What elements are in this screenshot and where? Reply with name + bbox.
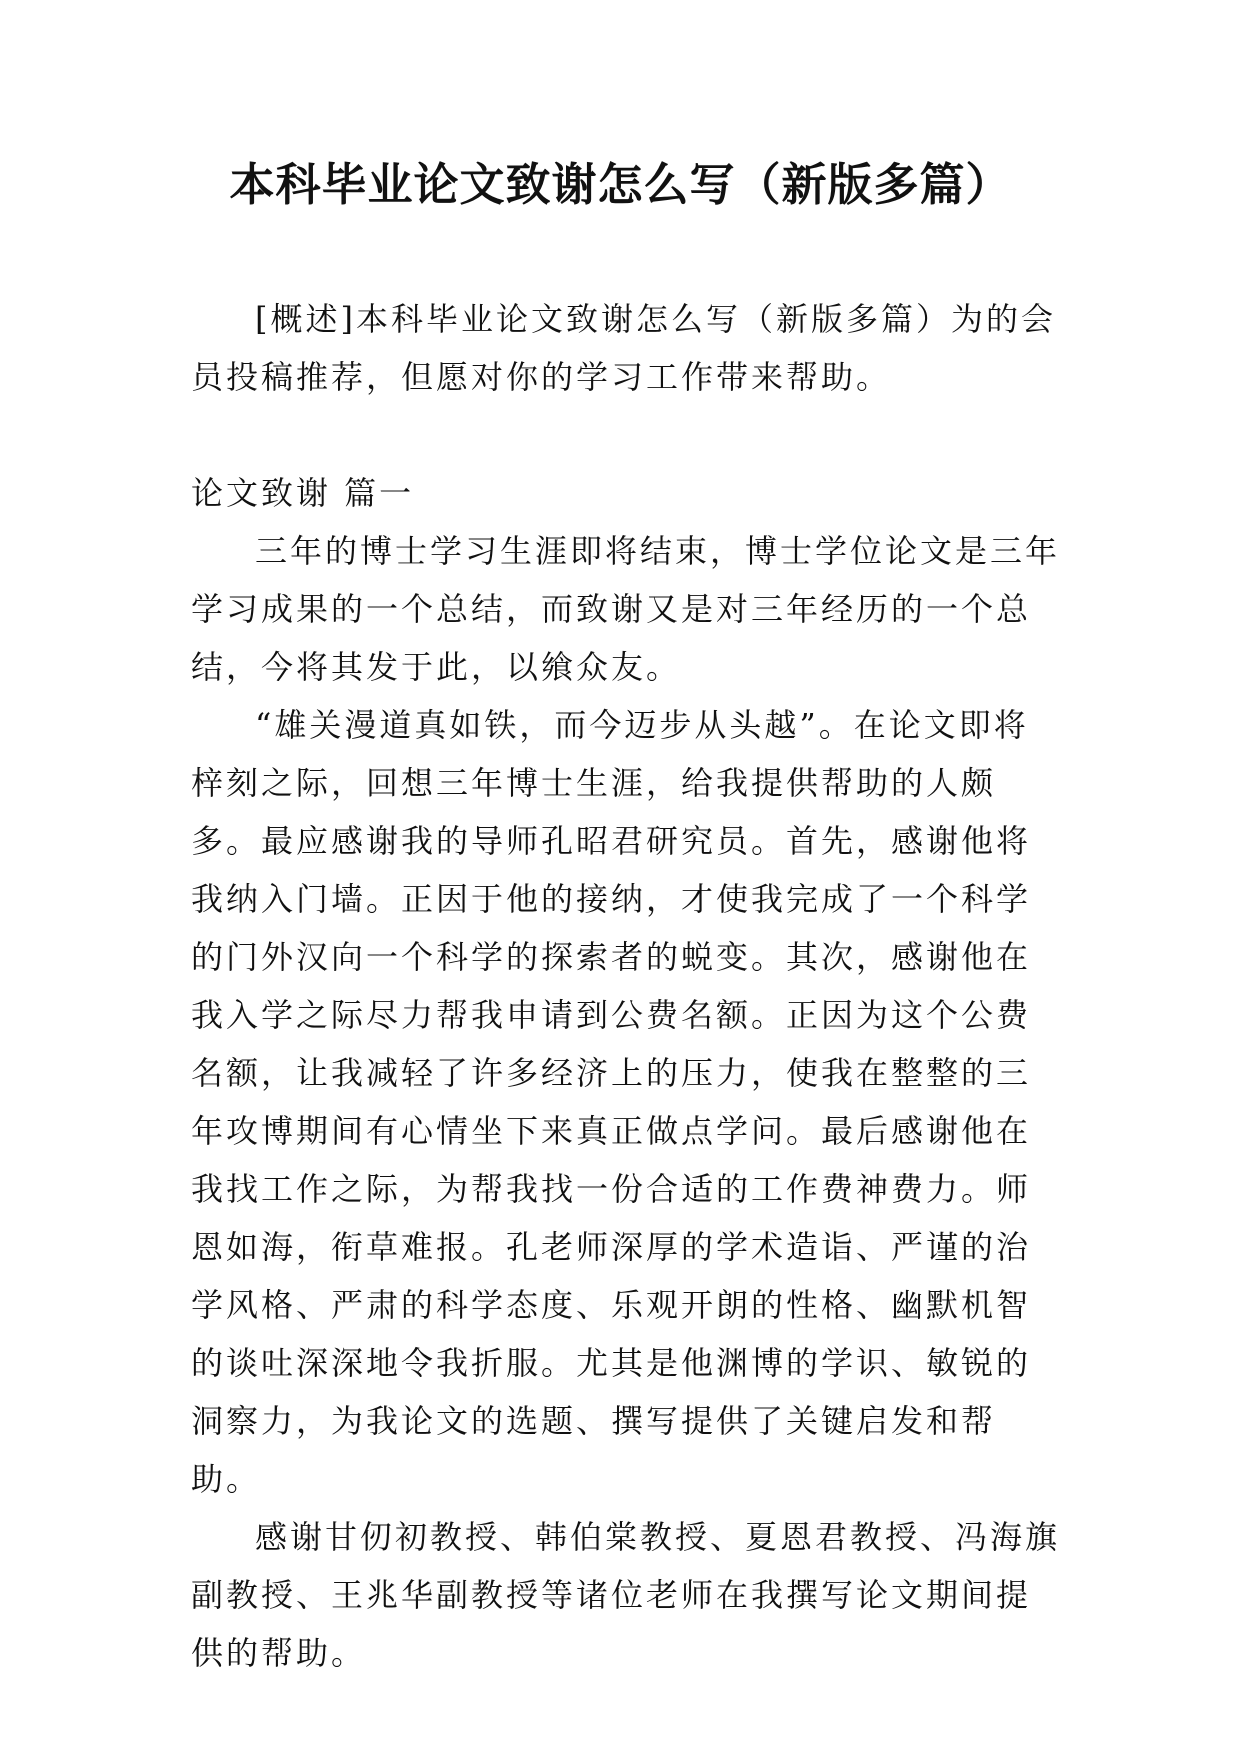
body-paragraph: 三年的博士学习生涯即将结束，博士学位论文是三年学习成果的一个总结，而致谢又是对三年经历的一个总结，今将其发于此，以飨众友。 [191, 532, 1061, 686]
section-heading: 论文致谢 篇一 [191, 474, 415, 512]
body-paragraph: 感谢甘仞初教授、韩伯棠教授、夏恩君教授、冯海旗副教授、王兆华副教授等诸位老师在我撰写论文期间提供的帮助。 [191, 1518, 1061, 1672]
document-body [191, 290, 1061, 1682]
document-title: 本科毕业论文致谢怎么写（新版多篇） [229, 158, 1012, 211]
body-paragraph: “雄关漫道真如铁，而今迈步从头越”。在论文即将梓刻之际，回想三年博士生涯，给我提供帮助的人颇多。最应感谢我的导师孔昭君研究员。首先，感谢他将我纳入门墙。正因于他的接纳，才使我完成了一个科学的门外汉向一个科学的探索者的蜕变。其次，感谢他在我入学之际尽力帮我申请到公费名额。正因为这个公费名额，让我减轻了许多经济上的压力，使我在整整的三年攻博期间有心情坐下来真正做点学问。最后感谢他在我找工作之际，为帮我找一份合适的工作费神费力。师恩如海，衔草难报。孔老师深厚的学术造诣、严谨的治学风格、严肃的科学态度、乐观开朗的性格、幽默机智的谈吐深深地令我折服。尤其是他渊博的学识、敏锐的洞察力，为我论文的选题、撰写提供了关键启发和帮助。 [191, 706, 1032, 1498]
summary-paragraph: [概述]本科毕业论文致谢怎么写（新版多篇）为的会员投稿推荐，但愿对你的学习工作带来帮助。 [191, 300, 1056, 396]
